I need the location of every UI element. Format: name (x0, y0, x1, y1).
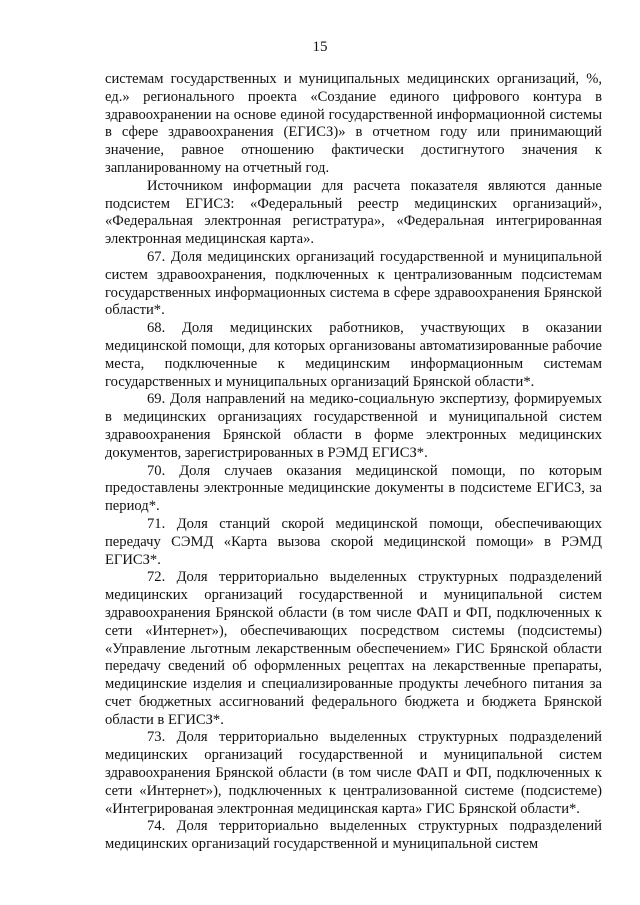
paragraph-item-73: 73. Доля территориально выделенных структурных подразделений медицинских организаций государственной и муниципальной систем здравоохранения Брянской области (в том числе ФАП и ФП, подключенных к сети «Интернет»), подключенных к централизованной системе (подсистеме) «Интегрированая электронная медицинская карта» ГИС Брянской области*. (105, 729, 602, 817)
paragraph-item-72: 72. Доля территориально выделенных структурных подразделений медицинских организаций государственной и муниципальной систем здравоохранения Брянской области (в том числе ФАП и ФП, подключенных к сети «Интернет»), обеспечивающих посредством системы (подсистемы) «Управление льготным лекарственным обеспечением» ГИС Брянской области передачу сведений об оформленных рецептах на лекарственные препараты, медицинские изделия и специализированные продукты лечебного питания за счет бюджетных ассигнований федерального бюджета и бюджета Брянской области в ЕГИСЗ*. (105, 569, 602, 728)
paragraph-item-68: 68. Доля медицинских работников, участвующих в оказании медицинской помощи, для которых организованы автоматизированные рабочие места, подключенные к медицинским информационным системам государственных и муниципальных организаций Брянской области*. (105, 320, 602, 390)
paragraph-info-source: Источником информации для расчета показателя являются данные подсистем ЕГИСЗ: «Федеральный реестр медицинских организаций», «Федеральная электронная регистратура», «Федеральная интегрированная электронная медицинская карта». (105, 177, 602, 248)
paragraph-item-69: 69. Доля направлений на медико-социальную экспертизу, формируемых в медицинских организациях государственной и муниципальной систем здравоохранения Брянской области в форме электронных медицинских документов, зарегистрированных в РЭМД ЕГИСЗ*. (105, 391, 602, 461)
paragraph-item-70: 70. Доля случаев оказания медицинской помощи, по которым предоставлены электронные медицинские документы в подсистеме ЕГИСЗ, за период*. (105, 462, 602, 515)
page-number: 15 (312, 39, 328, 55)
paragraph-item-67: 67. Доля медицинских организаций государственной и муниципальной систем здравоохранения, подключенных к централизованным подсистемам государственных информационных система в сфере здравоохранения Брянской области*. (105, 248, 602, 319)
paragraph-item-71: 71. Доля станций скорой медицинской помощи, обеспечивающих передачу СЭМД «Карта вызова скорой медицинской помощи» в РЭМД ЕГИСЗ*. (105, 515, 602, 568)
paragraph-item-74: 74. Доля территориально выделенных структурных подразделений медицинских организаций государственной и муниципальной систем (105, 818, 602, 853)
document-body (105, 71, 602, 854)
paragraph-continuation: системам государственных и муниципальных медицинских организаций, %, ед.» регионального проекта «Создание единого цифрового контура в здравоохранении на основе единой государственной информационной системы в сфере здравоохранения (ЕГИСЗ)» в отчетном году или принимающий значение, равное отношению фактически достигнутого значения к запланированному на отчетный год. (105, 71, 602, 176)
